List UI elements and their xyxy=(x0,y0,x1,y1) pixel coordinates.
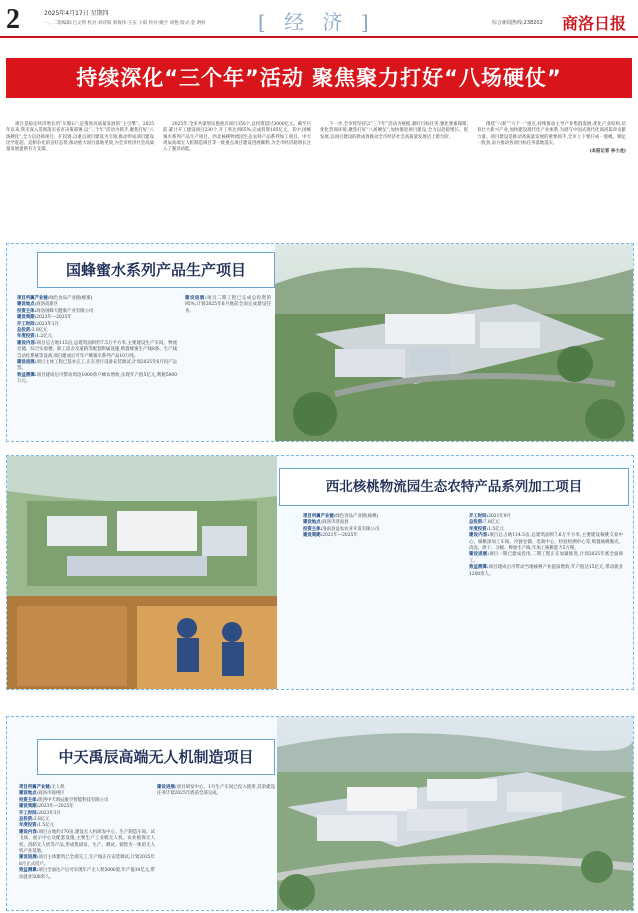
info-row: 投资主体:陕西中天禹辰航空智能科技有限公司 xyxy=(19,797,109,803)
newsroom-hotline: 综合新闻热线:238202 xyxy=(492,20,543,26)
intro-column-3 xyxy=(320,122,468,141)
info-row: 项目所属产业链:绿色食品产业链(蜂蜜) xyxy=(17,296,93,301)
intro-paragraph: 项目是稳定经济增长的“压舱石”,是推进高质量发展的“主引擎”。2025年以来,我市深入贯彻落实省市决策部署,以“三个年”活动为抓手,聚焦打好“八场硬仗”,全力以赴抓项目、扩投资,以重点项目建设为引领,推动形成项目建设比学赶超、竞相争先的良好态势,推动重大项目落地见效,为全市经济社会高质量发展提供有力支撑。 xyxy=(6,122,154,153)
info-row: 总投资:3.8亿元 xyxy=(19,817,50,823)
walnut-park-photo xyxy=(7,456,277,689)
project-info xyxy=(17,296,177,386)
info-row: 效益测算:项目全面达产后可实现年产无人机5000架,年产值10亿元,带动就业500余人。 xyxy=(19,868,155,880)
info-row: 开工时间:2023年3月 xyxy=(19,810,61,816)
intro-article xyxy=(6,122,626,230)
info-row: 建设进展:项目二期工程已完成总投资的95%,计划2025年6月底前全面完成建设任务。 xyxy=(185,296,271,314)
intro-paragraph: 围绕“六新”“六个一”重点,持续推动主导产业集群发展,优化产业结构,培育壮大新兴产业,加快建设现代化产业体系,为谱写中国式现代化商洛篇章贡献力量。项目建设是推动高质量发展的重要抓手,全市上下要拧成一股绳、铆足一股劲,奋力推动各项目标任务落地落实。 xyxy=(477,122,626,146)
info-row: 建设地点:商洛市洛南县 xyxy=(303,520,349,526)
project-info-right xyxy=(157,785,275,798)
byline: (本报记者 李小龙) xyxy=(589,149,626,155)
factory-aerial-photo xyxy=(275,244,633,441)
headline: 持续深化“三个年”活动 聚焦聚力打好“八场硬仗” xyxy=(76,66,562,90)
intro-column-4 xyxy=(477,122,626,155)
project-section-honey xyxy=(6,243,634,442)
info-row: 建设周期:2023年—2025年 xyxy=(19,804,74,810)
project-section-walnut xyxy=(6,455,634,690)
date-line: 2025年4月17日 星期四 xyxy=(44,10,109,17)
project-title: 西北核桃物流园生态农特产品系列加工项目 xyxy=(279,468,629,506)
project-info xyxy=(19,785,155,881)
info-row: 开工时间:2021年9月 xyxy=(469,514,511,519)
info-row: 年度投资:1.2亿元 xyxy=(17,334,52,340)
info-row: 建设进展:项目一期已建成投用,二期工程正在加紧推进,计划2025年底全面竣工。 xyxy=(469,552,624,564)
info-row: 建设地点:商洛市商州区 xyxy=(19,791,65,797)
info-row: 建设进展:项目主体建筑已全部完工,生产线正在安装调试,计划2025年8月正式投产。 xyxy=(19,855,156,867)
info-row: 开工时间:2023年1月 xyxy=(17,321,59,327)
info-row: 投资主体:商洛国蜂天健康产业有限公司 xyxy=(17,308,94,314)
info-row: 建设内容:项目总占地114.5亩,总建筑面积7.6万平方米,主要建设核桃交易中心、核桃深加工车间、冷链仓储、电商中心、检验检测中心等,购置核桃脱壳、清洗、烘干、分级、榨油生产线,年加工核桃能力5万吨。 xyxy=(469,533,623,552)
project-info-right xyxy=(185,296,271,315)
project-title: 中天禹辰高端无人机制造项目 xyxy=(37,739,275,775)
info-row: 年度投资:1.5亿元 xyxy=(19,823,54,829)
project-section-drone xyxy=(6,716,634,911)
info-row: 建设进展:项目研发中心、1号生产车间已投入使用,其余建设任务计划2025年底前全部完成。 xyxy=(157,785,275,797)
header-rule xyxy=(0,36,638,38)
info-row: 建设周期:2023年—2025年 xyxy=(17,315,72,321)
credits-line: 一、二版编辑:吕文利 校对:刘诗阳 新媒体:王玄 卜阳 校对:姚宇 胡艳 版式:金 明校 xyxy=(44,21,206,26)
info-row: 建设周期:2021年—2025年 xyxy=(303,533,358,539)
info-row: 效益测算:项目建成后可带动周边1000余户蜂农增收,实现年产值5亿元,利税5000万元。 xyxy=(17,372,178,385)
intro-column-2 xyxy=(163,122,311,153)
info-row: 投资主体:洛南县益农农业开发有限公司 xyxy=(303,526,380,532)
info-row: 建设进展:项目主体工程已基本完工,正在进行设备安装调试,计划2025年6月投产运营。 xyxy=(17,360,177,372)
headline-banner xyxy=(6,58,632,98)
intro-paragraph: 2025年,全市共谋划实施重点项目350个,总投资超过3000亿元。截至目前,累计开工建设项目230个,开工率达到65%,完成投资185亿元。其中,国蜂蜜水系列产品生产项目、西北核桃物流园生态农特产品系列加工项目、中天禹辰高端无人机制造项目等一批重点项目建设进展顺利,为全市经济稳增长注入了强劲动能。 xyxy=(163,122,311,153)
info-row: 总投资:7.8亿元 xyxy=(469,520,500,526)
page-number: 2 xyxy=(6,4,20,35)
project-info xyxy=(303,514,463,540)
intro-column-1 xyxy=(6,122,154,153)
info-row: 建设内容:项目总占地115亩,总建筑面积约7.5万平方米,主要建设生产车间、物流仓储、综合实验楼、职工宿舍及道路等配套附属设施,购置蜂蜜生产线8条、生产线自动化系统等设备,项目建成后可年产蜂蜜水系列产品10万吨。 xyxy=(17,340,177,359)
project-title: 国蜂蜜水系列产品生产项目 xyxy=(37,252,275,288)
masthead-logo: 商洛日报 xyxy=(562,14,627,33)
info-row: 项目所属产业链:绿色食品产业链(核桃) xyxy=(303,514,379,519)
info-row: 建设内容:项目占地约170亩,建设无人机研发中心、生产制造车间、试飞场、展示中心及配套设施,主要生产工业级无人机、农业植保无人机、消防无人机等产品,形成集研发、生产、测试、销售为一体的无人机产业基地。 xyxy=(19,829,155,855)
info-row: 项目所属产业链:无人机 xyxy=(19,785,65,790)
info-row: 总投资:3.8亿元 xyxy=(17,328,48,334)
project-info-right xyxy=(469,514,623,578)
info-row: 年度投资:1.5亿元 xyxy=(469,526,504,532)
intro-paragraph: 下一步,全市将坚持以“三个年”活动为统揽,紧盯目标任务,强化要素保障,优化营商环境,聚焦打好“八场硬仗”,加快推进项目建设,全力以赴稳增长、促发展,以项目建设的新成效推动全市经济社会高质量发展迈上新台阶。 xyxy=(320,122,468,140)
info-row: 建设地点:商洛高新区 xyxy=(17,302,59,308)
section-title: [ 经 济 ] xyxy=(258,10,375,34)
info-row: 效益测算:项目建成后可带动当地核桃产业提质增效,年产值达15亿元,带动就业1200余人。 xyxy=(469,565,623,577)
drone-campus-rendering xyxy=(277,717,633,910)
